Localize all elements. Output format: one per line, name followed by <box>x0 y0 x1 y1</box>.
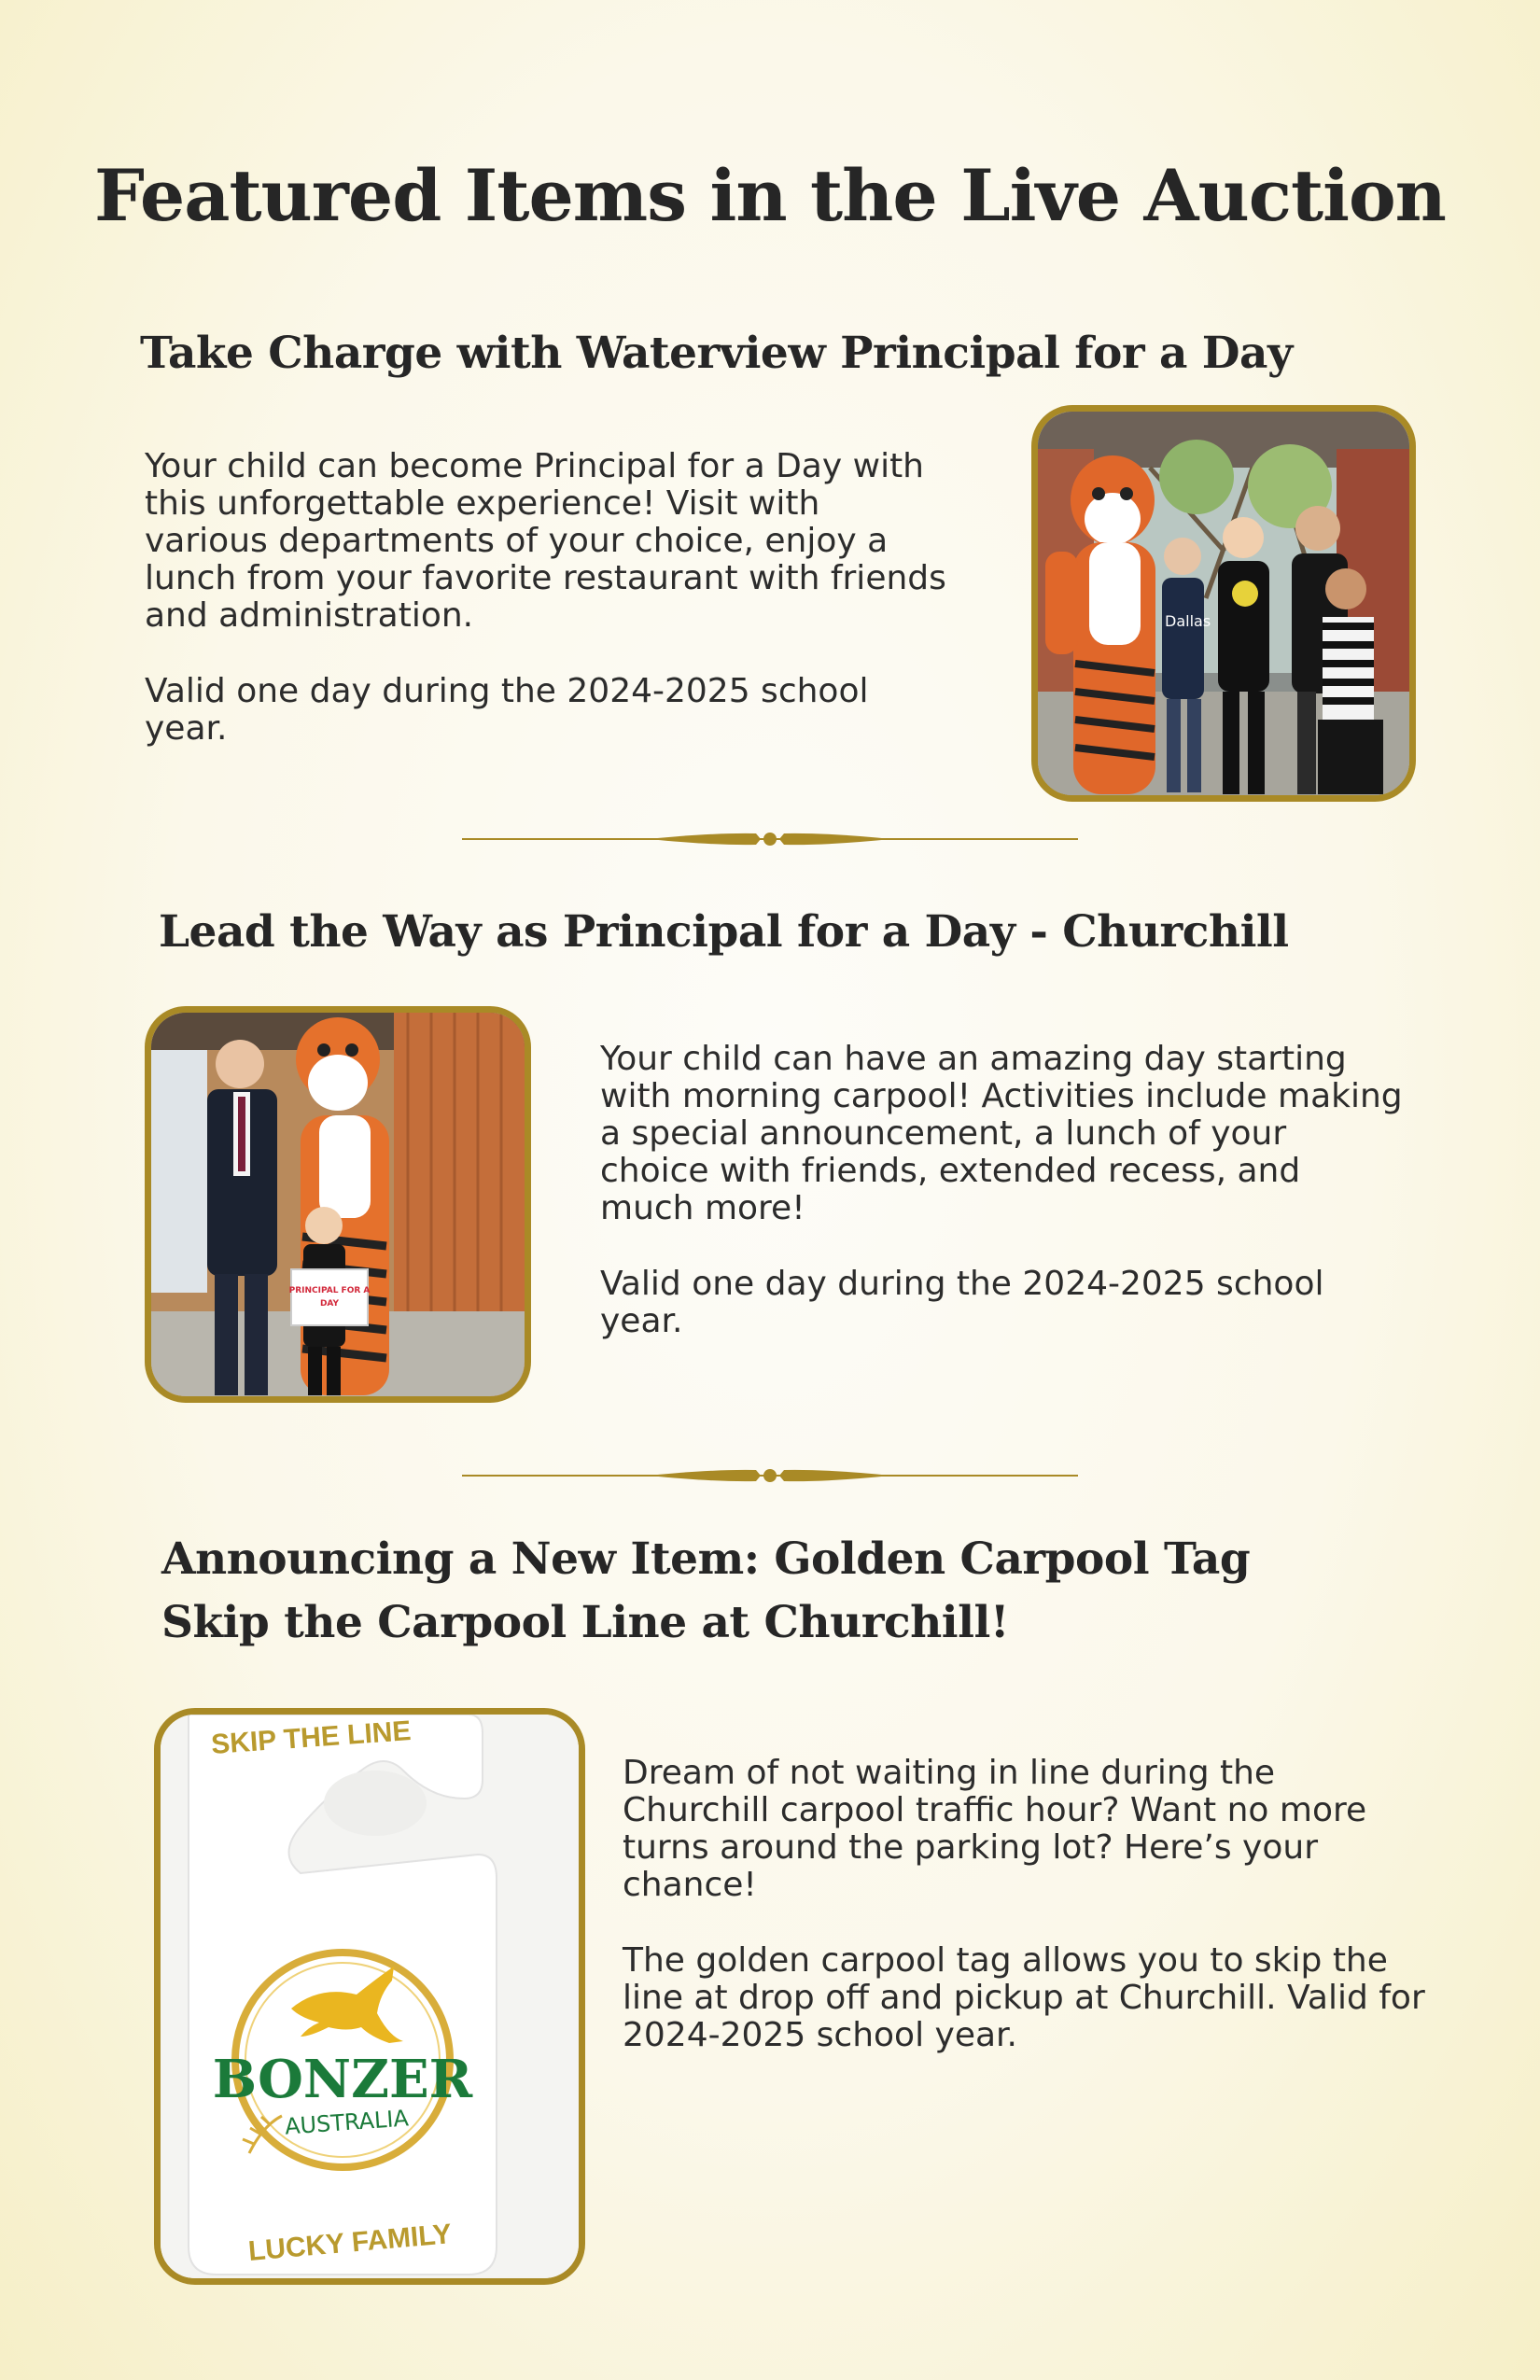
tag-top-text: SKIP THE LINE <box>210 1715 413 1760</box>
item-3-paragraph-1: Dream of not waiting in line during the Churchill carpool traffic hour? Want no more turns around the parking lot? Here’s your chance! <box>623 1754 1367 1904</box>
item-1-heading: Take Charge with Waterview Principal for a Day <box>140 328 1293 379</box>
item-2-paragraph-2: Valid one day during the 2024-2025 school year. <box>600 1265 1324 1340</box>
item-1-description <box>145 448 947 786</box>
item-2-heading: Lead the Way as Principal for a Day - Churchill <box>159 906 1289 958</box>
principal-mascot-photo <box>151 1013 525 1396</box>
shirt-text: Dallas <box>1165 612 1211 630</box>
ornamental-divider-1 <box>462 828 1078 850</box>
item-2-description <box>600 1041 1403 1379</box>
sign-line-2: DAY <box>319 1299 340 1309</box>
item-3-paragraph-2: The golden carpool tag allows you to skip the line at drop off and pickup at Churchill. Valid for 2024-2025 school year. <box>623 1941 1425 2054</box>
item-2-photo <box>145 1006 531 1403</box>
sign-line-1: PRINCIPAL FOR A <box>288 1286 371 1295</box>
item-3-description <box>623 1755 1425 2093</box>
mascot-group-photo <box>1038 412 1409 795</box>
ornamental-divider-2 <box>462 1464 1078 1487</box>
item-3-heading-line-2: Skip the Carpool Line at Churchill! <box>161 1597 1009 1648</box>
item-1-photo <box>1031 405 1416 802</box>
item-3-tag-image <box>154 1708 585 2285</box>
item-1-paragraph-2: Valid one day during the 2024-2025 school year. <box>145 672 869 748</box>
page-title: Featured Items in the Live Auction <box>94 154 1446 237</box>
item-2-paragraph-1: Your child can have an amazing day starting with morning carpool! Activities include making a special announcement, a lunch of your choice with friends, extended recess, and much more! <box>600 1040 1403 1227</box>
golden-carpool-tag <box>161 1715 579 2278</box>
tag-subbrand: AUSTRALIA <box>284 2105 410 2140</box>
tag-brand: BONZER <box>212 2049 473 2110</box>
item-3-heading-line-1: Announcing a New Item: Golden Carpool Tag <box>161 1533 1251 1585</box>
tag-bottom-text: LUCKY FAMILY <box>246 2219 454 2267</box>
item-1-paragraph-1: Your child can become Principal for a Day with this unforgettable experience! Visit with various departments of your choice, enjoy a lunch from your favorite restaurant with friends and administration. <box>145 447 946 635</box>
